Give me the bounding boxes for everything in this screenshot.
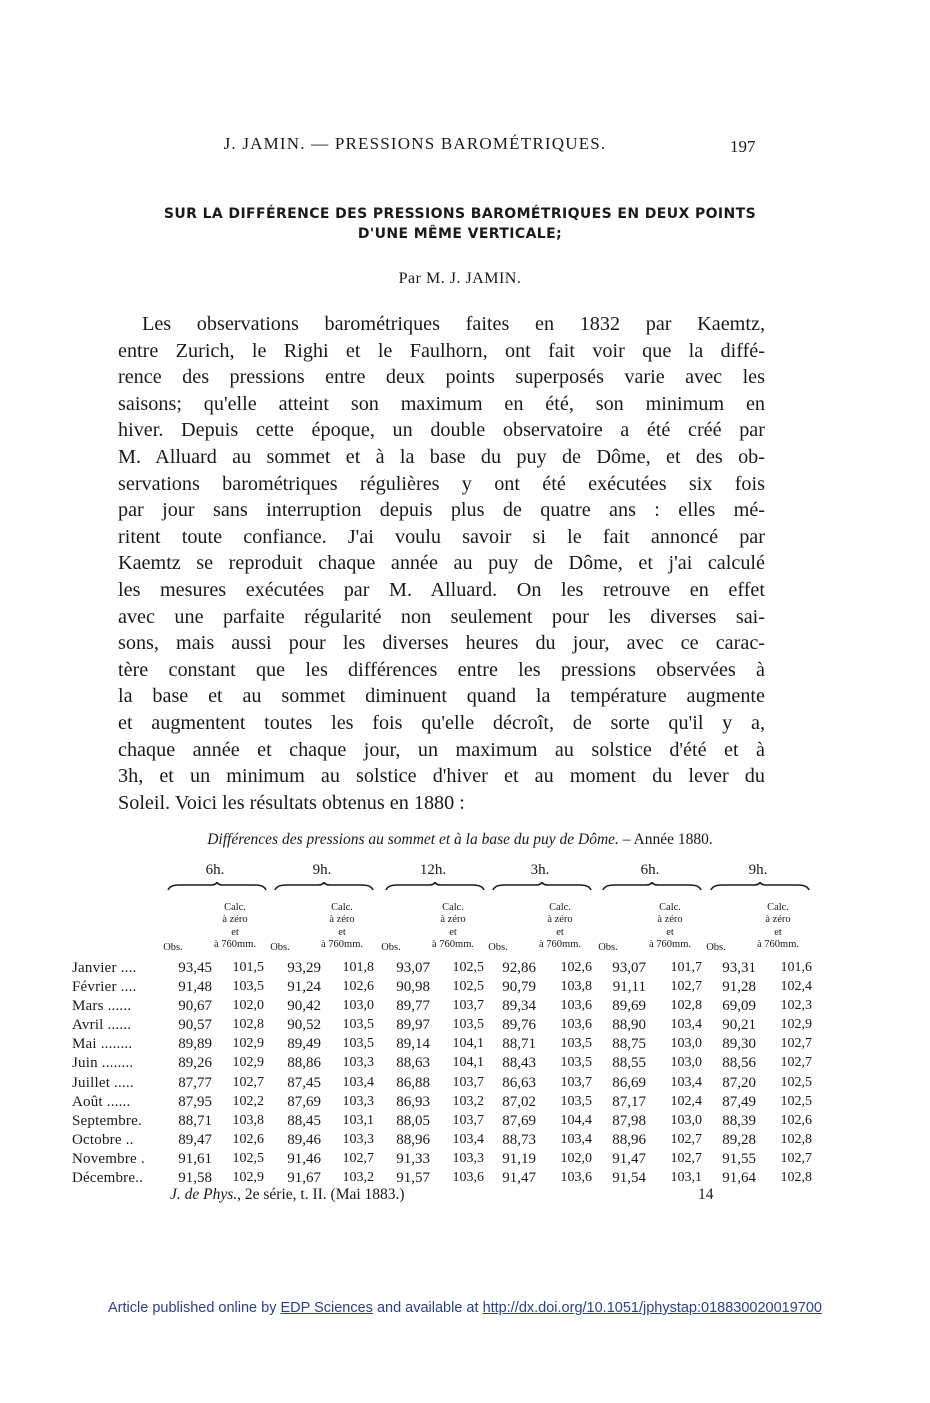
- pressure-table: [72, 960, 812, 1189]
- observed-value: 88,96: [612, 1131, 646, 1148]
- calc-header-line: et: [338, 926, 346, 938]
- paragraph-line: chaque année et chaque jour, un maximum au solstice d'été et à: [118, 738, 765, 761]
- calc-header-line: et: [449, 926, 457, 938]
- calculated-value: 103,6: [560, 998, 592, 1014]
- article-paragraph: [118, 311, 765, 816]
- calculated-value: 103,2: [342, 1170, 374, 1186]
- title-line-2: D'UNE MÊME VERTICALE;: [357, 226, 563, 242]
- paragraph-line: entre Zurich, le Righi et le Faulhorn, ont fait voir que la diffé-: [118, 339, 765, 362]
- calculated-value: 103,1: [670, 1170, 702, 1186]
- calc-header: [205, 902, 265, 952]
- brace-icon: [602, 882, 702, 892]
- observed-value: 88,55: [612, 1055, 646, 1072]
- observed-value: 86,69: [612, 1074, 646, 1091]
- calculated-value: 102,5: [452, 960, 484, 975]
- calc-header-line: à zéro: [440, 914, 466, 926]
- observed-value: 90,42: [287, 998, 321, 1015]
- month-label: Septembre.: [72, 1112, 142, 1129]
- calculated-value: 103,7: [452, 998, 484, 1014]
- obs-header: Obs.: [270, 942, 290, 953]
- observed-value: 91,28: [722, 979, 756, 996]
- publisher-notice: [0, 1300, 930, 1316]
- journal-issue: 2e série, t. II. (Mai 1883.): [241, 1186, 405, 1203]
- calc-header-line: à zéro: [329, 914, 355, 926]
- observed-value: 90,79: [502, 979, 536, 996]
- calculated-value: 102,8: [780, 1131, 812, 1147]
- observed-value: 88,73: [502, 1131, 536, 1148]
- calculated-value: 102,7: [342, 1150, 374, 1166]
- observed-value: 90,21: [722, 1017, 756, 1034]
- calculated-value: 103,3: [342, 1055, 374, 1071]
- table-row: [72, 1094, 812, 1113]
- caption-italic: Différences des pressions au sommet et à la base du puy de Dôme.: [207, 831, 619, 848]
- calculated-value: 104,4: [560, 1112, 592, 1128]
- calculated-value: 103,5: [232, 979, 264, 995]
- calculated-value: 103,5: [342, 1036, 374, 1052]
- obs-header: Obs.: [598, 942, 618, 953]
- paragraph-line: 3h, et un minimum au solstice d'hiver et au moment du lever du: [118, 765, 765, 788]
- table-row: [72, 1132, 812, 1151]
- calc-header-line: Calc.: [331, 902, 353, 913]
- calculated-value: 101,6: [780, 960, 812, 975]
- calculated-value: 103,7: [452, 1074, 484, 1090]
- observed-value: 90,57: [178, 1017, 212, 1034]
- brace-icon: [710, 882, 810, 892]
- calculated-value: 102,9: [232, 1170, 264, 1186]
- observed-value: 93,07: [396, 960, 430, 976]
- calculated-value: 102,7: [780, 1055, 812, 1071]
- observed-value: 90,98: [396, 979, 430, 996]
- observed-value: 89,69: [612, 998, 646, 1015]
- calculated-value: 103,5: [560, 1036, 592, 1052]
- observed-value: 92,86: [502, 960, 536, 976]
- paragraph-line: Soleil. Voici les résultats obtenus en 1880 :: [118, 791, 465, 814]
- brace-icon: [167, 882, 267, 892]
- table-row: [72, 979, 812, 998]
- calc-header-line: Calc.: [224, 902, 246, 913]
- calculated-value: 102,5: [780, 1093, 812, 1109]
- journal-name: J. de Phys.,: [170, 1186, 242, 1203]
- calculated-value: 103,6: [560, 1170, 592, 1186]
- observed-value: 93,45: [178, 960, 212, 976]
- observed-value: 90,52: [287, 1017, 321, 1034]
- calculated-value: 103,1: [342, 1112, 374, 1128]
- paragraph-line: M. Alluard au sommet et à la base du puy de Dôme, et des ob-: [118, 445, 765, 468]
- paragraph-line: saisons; qu'elle atteint son maximum en été, son minimum en: [118, 392, 765, 415]
- calculated-value: 103,8: [560, 979, 592, 995]
- month-label: Mars ......: [72, 998, 132, 1015]
- observed-value: 88,05: [396, 1112, 430, 1129]
- publisher-middle: and available at: [372, 1300, 483, 1316]
- calc-header: [748, 902, 808, 952]
- calculated-value: 103,8: [232, 1112, 264, 1128]
- month-label: Avril ......: [72, 1017, 132, 1034]
- observed-value: 91,33: [396, 1150, 430, 1167]
- calculated-value: 103,3: [452, 1150, 484, 1166]
- obs-header: Obs.: [706, 942, 726, 953]
- doi-link[interactable]: http://dx.doi.org/10.1051/jphystap:018830020019700: [482, 1300, 822, 1316]
- brace-icon: [492, 882, 592, 892]
- paragraph-line: servations barométriques régulières y ont été exécutées six fois: [118, 472, 765, 495]
- observed-value: 91,47: [502, 1170, 536, 1187]
- observed-value: 91,67: [287, 1170, 321, 1187]
- calc-header-line: à zéro: [547, 914, 573, 926]
- calc-header-line: à zéro: [222, 914, 248, 926]
- observed-value: 88,96: [396, 1131, 430, 1148]
- calculated-value: 102,7: [670, 1131, 702, 1147]
- calc-header-line: et: [774, 926, 782, 938]
- hour-header: 9h.: [748, 862, 768, 878]
- observed-value: 88,75: [612, 1036, 646, 1053]
- article-title: [100, 204, 820, 244]
- observed-value: 88,71: [178, 1112, 212, 1129]
- paragraph-line: la base et au sommet diminuent quand la température augmente: [118, 685, 765, 708]
- month-label: Octobre ..: [72, 1131, 134, 1148]
- calculated-value: 103,3: [342, 1131, 374, 1147]
- month-label: Novembre .: [72, 1150, 145, 1167]
- observed-value: 91,58: [178, 1170, 212, 1187]
- observed-value: 89,97: [396, 1017, 430, 1034]
- calculated-value: 102,9: [232, 1036, 264, 1052]
- obs-header: Obs.: [381, 942, 401, 953]
- paragraph-line: avec une parfaite régularité non seulement pour les diverses sai-: [118, 605, 765, 628]
- hour-header: 3h.: [530, 862, 550, 878]
- calc-header-line: Calc.: [442, 902, 464, 913]
- table-row: [72, 1036, 812, 1055]
- page-number: 197: [730, 137, 756, 156]
- calculated-value: 102,7: [670, 979, 702, 995]
- observed-value: 91,64: [722, 1170, 756, 1187]
- calculated-value: 102,6: [560, 960, 592, 975]
- calc-header-line: Calc.: [767, 902, 789, 913]
- publisher-prefix: Article published online by: [108, 1300, 281, 1316]
- observed-value: 87,95: [178, 1093, 212, 1110]
- observed-value: 91,19: [502, 1150, 536, 1167]
- calculated-value: 101,7: [670, 960, 702, 975]
- observed-value: 86,88: [396, 1074, 430, 1091]
- hour-header: 12h.: [419, 862, 447, 878]
- calculated-value: 103,0: [670, 1036, 702, 1052]
- byline: Par M. J. JAMIN.: [398, 270, 522, 287]
- hour-header: 9h.: [312, 862, 332, 878]
- calculated-value: 102,5: [232, 1150, 264, 1166]
- calc-header-line: et: [231, 926, 239, 938]
- calculated-value: 103,2: [452, 1093, 484, 1109]
- calculated-value: 103,0: [670, 1055, 702, 1071]
- observed-value: 87,77: [178, 1074, 212, 1091]
- signature-mark: 14: [698, 1186, 714, 1203]
- table-row: [72, 1075, 812, 1094]
- table-row: [72, 1113, 812, 1132]
- observed-value: 87,49: [722, 1093, 756, 1110]
- observed-value: 91,54: [612, 1170, 646, 1187]
- month-label: Juillet .....: [72, 1074, 134, 1091]
- paragraph-line: tère constant que les différences entre les pressions observées à: [118, 658, 765, 681]
- calculated-value: 104,1: [452, 1055, 484, 1071]
- calculated-value: 101,8: [342, 960, 374, 975]
- calculated-value: 103,5: [452, 1017, 484, 1033]
- observed-value: 91,11: [612, 979, 646, 996]
- calculated-value: 102,6: [232, 1131, 264, 1147]
- observed-value: 86,63: [502, 1074, 536, 1091]
- calculated-value: 102,6: [342, 979, 374, 995]
- calc-header: [530, 902, 590, 952]
- observed-value: 91,57: [396, 1170, 430, 1187]
- observed-value: 88,43: [502, 1055, 536, 1072]
- observed-value: 89,76: [502, 1017, 536, 1034]
- calc-header-line: à 760mm.: [214, 939, 256, 951]
- table-row: [72, 1151, 812, 1170]
- calculated-value: 103,4: [452, 1131, 484, 1147]
- observed-value: 87,17: [612, 1093, 646, 1110]
- calculated-value: 102,4: [670, 1093, 702, 1109]
- calculated-value: 102,5: [780, 1074, 812, 1090]
- observed-value: 88,45: [287, 1112, 321, 1129]
- observed-value: 87,69: [287, 1093, 321, 1110]
- paragraph-line: ritent toute confiance. J'ai voulu savoir si le fait annoncé par: [118, 525, 765, 548]
- paragraph-line: Les observations barométriques faites en 1832 par Kaemtz,: [142, 313, 765, 335]
- calculated-value: 103,4: [670, 1074, 702, 1090]
- calculated-value: 102,8: [232, 1017, 264, 1033]
- calculated-value: 102,9: [780, 1017, 812, 1033]
- observed-value: 93,29: [287, 960, 321, 976]
- observed-value: 87,20: [722, 1074, 756, 1091]
- month-label: Décembre..: [72, 1170, 144, 1187]
- observed-value: 87,45: [287, 1074, 321, 1091]
- calculated-value: 103,4: [560, 1131, 592, 1147]
- calculated-value: 103,5: [560, 1093, 592, 1109]
- calculated-value: 102,7: [780, 1150, 812, 1166]
- calc-header-line: à zéro: [765, 914, 791, 926]
- table-row: [72, 960, 812, 979]
- month-label: Février ....: [72, 979, 137, 996]
- calc-header-line: Calc.: [549, 902, 571, 913]
- table-header: [0, 862, 930, 962]
- paragraph-line: par jour sans interruption depuis plus de quatre ans : elles mé-: [118, 499, 765, 522]
- paragraph-line: rence des pressions entre deux points superposés varie avec les: [118, 366, 765, 389]
- caption-year: – Année 1880.: [618, 831, 713, 848]
- calc-header: [312, 902, 372, 952]
- calculated-value: 103,7: [452, 1112, 484, 1128]
- observed-value: 91,55: [722, 1150, 756, 1167]
- calculated-value: 102,7: [670, 1150, 702, 1166]
- table-caption: [100, 831, 820, 849]
- calculated-value: 103,4: [342, 1074, 374, 1090]
- calculated-value: 102,8: [780, 1170, 812, 1186]
- calc-header-line: à zéro: [657, 914, 683, 926]
- table-row: [72, 1055, 812, 1074]
- observed-value: 89,89: [178, 1036, 212, 1053]
- observed-value: 91,61: [178, 1150, 212, 1167]
- calculated-value: 103,0: [670, 1112, 702, 1128]
- calc-header-line: à 760mm.: [539, 939, 581, 951]
- observed-value: 93,07: [612, 960, 646, 976]
- paragraph-line: Kaemtz se reproduit chaque année au puy de Dôme, et j'ai calculé: [118, 552, 765, 575]
- observed-value: 91,46: [287, 1150, 321, 1167]
- observed-value: 89,47: [178, 1131, 212, 1148]
- observed-value: 88,86: [287, 1055, 321, 1072]
- hour-header: 6h.: [205, 862, 225, 878]
- observed-value: 89,28: [722, 1131, 756, 1148]
- calculated-value: 103,4: [670, 1017, 702, 1033]
- observed-value: 86,93: [396, 1093, 430, 1110]
- brace-icon: [274, 882, 374, 892]
- hour-header: 6h.: [640, 862, 660, 878]
- observed-value: 89,49: [287, 1036, 321, 1053]
- observed-value: 89,77: [396, 998, 430, 1015]
- calculated-value: 101,5: [232, 960, 264, 975]
- month-label: Août ......: [72, 1093, 131, 1110]
- title-line-1: SUR LA DIFFÉRENCE DES PRESSIONS BAROMÉTRIQUES EN DEUX POINTS: [163, 206, 757, 222]
- observed-value: 89,30: [722, 1036, 756, 1053]
- calc-header-line: et: [556, 926, 564, 938]
- observed-value: 88,39: [722, 1112, 756, 1129]
- calculated-value: 104,1: [452, 1036, 484, 1052]
- observed-value: 93,31: [722, 960, 756, 976]
- calculated-value: 102,4: [780, 979, 812, 995]
- obs-header: Obs.: [488, 942, 508, 953]
- calculated-value: 103,3: [342, 1093, 374, 1109]
- calculated-value: 103,5: [560, 1055, 592, 1071]
- calculated-value: 102,0: [232, 998, 264, 1014]
- observed-value: 90,67: [178, 998, 212, 1015]
- calc-header: [640, 902, 700, 952]
- paragraph-line: sons, mais aussi pour les diverses heures du jour, avec ce carac-: [118, 632, 765, 655]
- calculated-value: 103,6: [560, 1017, 592, 1033]
- journal-footer: [170, 1186, 405, 1204]
- observed-value: 88,56: [722, 1055, 756, 1072]
- calculated-value: 102,7: [780, 1036, 812, 1052]
- calc-header-line: à 760mm.: [649, 939, 691, 951]
- calc-header-line: Calc.: [659, 902, 681, 913]
- calculated-value: 102,5: [452, 979, 484, 995]
- month-label: Janvier ....: [72, 960, 137, 976]
- observed-value: 87,69: [502, 1112, 536, 1129]
- observed-value: 87,98: [612, 1112, 646, 1129]
- observed-value: 88,71: [502, 1036, 536, 1053]
- observed-value: 89,14: [396, 1036, 430, 1053]
- calc-header-line: à 760mm.: [321, 939, 363, 951]
- obs-header: Obs.: [163, 942, 183, 953]
- table-row: [72, 998, 812, 1017]
- calculated-value: 102,3: [780, 998, 812, 1014]
- running-head: J. JAMIN. — PRESSIONS BAROMÉTRIQUES.: [223, 134, 607, 153]
- paragraph-line: et augmentent toutes les fois qu'elle décroît, de sorte qu'il y a,: [118, 711, 765, 734]
- calculated-value: 102,7: [232, 1074, 264, 1090]
- observed-value: 88,63: [396, 1055, 430, 1072]
- calculated-value: 102,8: [670, 998, 702, 1014]
- calculated-value: 103,6: [452, 1170, 484, 1186]
- calc-header-line: à 760mm.: [757, 939, 799, 951]
- month-label: Juin ........: [72, 1055, 134, 1072]
- observed-value: 91,48: [178, 979, 212, 996]
- observed-value: 91,24: [287, 979, 321, 996]
- calculated-value: 103,5: [342, 1017, 374, 1033]
- observed-value: 87,02: [502, 1093, 536, 1110]
- observed-value: 89,34: [502, 998, 536, 1015]
- month-label: Mai ........: [72, 1036, 133, 1053]
- edp-sciences-link[interactable]: EDP Sciences: [280, 1300, 373, 1316]
- calculated-value: 102,0: [560, 1150, 592, 1166]
- calculated-value: 102,6: [780, 1112, 812, 1128]
- calculated-value: 102,9: [232, 1055, 264, 1071]
- observed-value: 89,46: [287, 1131, 321, 1148]
- calc-header: [423, 902, 483, 952]
- calculated-value: 103,0: [342, 998, 374, 1014]
- brace-icon: [385, 882, 485, 892]
- calc-header-line: à 760mm.: [432, 939, 474, 951]
- observed-value: 91,47: [612, 1150, 646, 1167]
- calculated-value: 102,2: [232, 1093, 264, 1109]
- observed-value: 89,26: [178, 1055, 212, 1072]
- calc-header-line: et: [666, 926, 674, 938]
- table-row: [72, 1017, 812, 1036]
- paragraph-line: hiver. Depuis cette époque, un double observatoire a été créé par: [118, 419, 765, 442]
- calculated-value: 103,7: [560, 1074, 592, 1090]
- observed-value: 88,90: [612, 1017, 646, 1034]
- paragraph-line: les mesures exécutées par M. Alluard. On les retrouve en effet: [118, 578, 765, 601]
- observed-value: 69,09: [722, 998, 756, 1015]
